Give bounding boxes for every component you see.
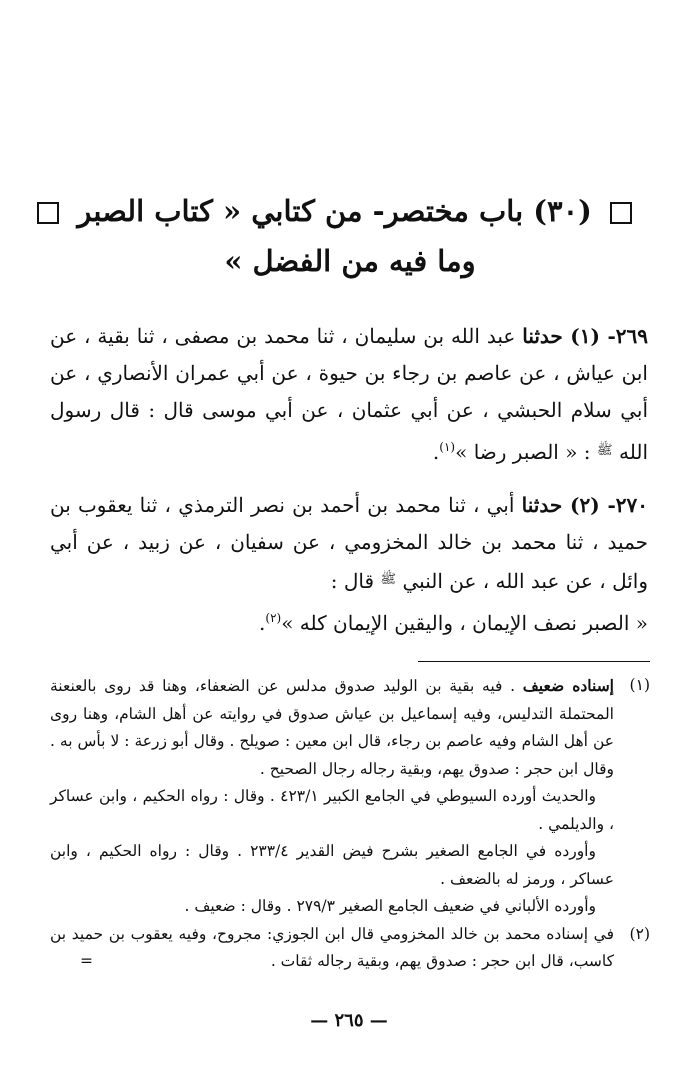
hadith-intro: قال :	[330, 569, 375, 593]
hadith-number: ٢٦٩- (١) حدثنا	[522, 324, 648, 348]
hadith-270-quote	[50, 600, 648, 642]
salutation-glyph: ﷺ	[380, 572, 397, 587]
footnote-mark: (١)	[629, 676, 650, 694]
hadith-number: ٢٧٠- (٢) حدثنا	[521, 493, 649, 517]
chapter-title-line-1	[60, 186, 640, 236]
hadith-chain: عبد الله بن سليمان ، ثنا محمد بن مصفى ، ثنا بقية ، عن ابن عياش ، عن عاصم بن رجاء بن حيوة ، عن أبي عمران الأنصاري ، عن أبي سلام الحبشي ، عن أبي عثمان ، عن أبي موسى قال : قال رسول الله	[50, 324, 648, 464]
square-ornament-icon	[37, 202, 59, 224]
footnote-paragraph: وأورده في الجامع الصغير بشرح فيض القدير ٢٣٣/٤ . وقال : رواه الحكيم ، وابن عساكر ، ورمز له بالضعف .	[50, 842, 614, 888]
footnote-paragraph: والحديث أورده السيوطي في الجامع الكبير ٤٢٣/١ . وقال : رواه الحكيم ، وابن عساكر ، والديلمي .	[50, 787, 614, 833]
footnote-body	[50, 921, 614, 976]
footnote-text: . فيه بقية بن الوليد صدوق مدلس عن الضعفاء، وهنا قد روى بالعنعنة المحتملة التدليس، وفيه إسماعيل بن عياش صدوق في روايته عن أهل الشام، وهنا روى عن أهل الشام وفيه عاصم بن رجاء، قال ابن معين : صويلح . وقال أبو زرعة : لا بأس به . وقال ابن حجر : صدوق يهم، وبقية رجاله رجال الصحيح .	[50, 677, 614, 778]
period: .	[432, 440, 440, 464]
square-ornament-icon	[610, 202, 632, 224]
chapter-title	[60, 186, 640, 286]
footnote-body	[50, 672, 614, 921]
footnote-divider	[418, 661, 650, 662]
footnote-ref: (٢)	[265, 611, 282, 625]
footnote-paragraph	[50, 921, 614, 976]
chapter-title-line-2: وما فيه من الفضل »	[224, 244, 476, 278]
footnote-mark: (٢)	[629, 924, 650, 943]
footnote-ref: (١)	[439, 440, 456, 454]
continuation-mark: =	[80, 952, 93, 970]
footnote-paragraph: وأورده الألباني في ضعيف الجامع الصغير ٢٧٩/٣ . وقال : ضعيف .	[184, 897, 596, 915]
hadith-matn: : « الصبر رضا »	[455, 440, 591, 464]
hadith-270	[50, 487, 648, 600]
hadith-chain: أبي ، ثنا محمد بن أحمد بن نصر الترمذي ، ثنا يعقوب بن حميد ، ثنا محمد بن خالد المخزومي ، عن سفيان ، عن زبيد ، عن أبي وائل ، عن عبد الله ، عن النبي	[50, 493, 648, 593]
main-text	[50, 318, 648, 642]
period: .	[259, 611, 266, 635]
footnote-2	[50, 921, 650, 976]
footnote-verdict: إسناده ضعيف	[522, 676, 614, 695]
footnote-1	[50, 672, 650, 921]
footnote-text: في إسناده محمد بن خالد المخزومي قال ابن الجوزي: مجروح، وفيه يعقوب بن حميد بن كاسب، قال ابن حجر : صدوق يهم، وبقية رجاله ثقات .	[50, 924, 614, 970]
hadith-269	[50, 318, 648, 471]
page-number: — ٢٦٥ —	[310, 1010, 388, 1031]
footnote-paragraph	[50, 672, 614, 783]
footnotes	[50, 672, 650, 976]
chapter-title-text-1: (٣٠) باب مختصر- من كتابي « كتاب الصبر	[77, 194, 592, 228]
hadith-matn: « الصبر نصف الإيمان ، واليقين الإيمان كله »	[281, 611, 648, 635]
salutation-glyph: ﷺ	[596, 443, 613, 458]
